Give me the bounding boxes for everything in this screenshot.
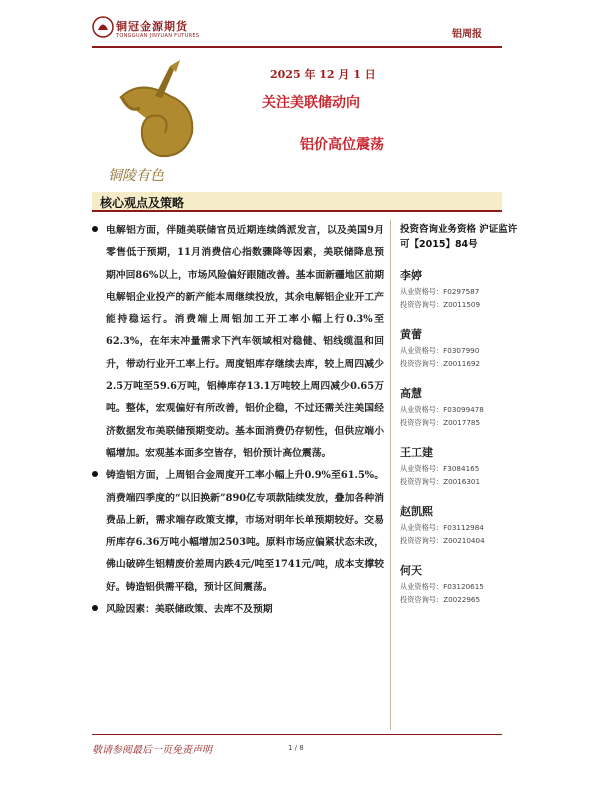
bullet-cast-aluminum — [92, 465, 384, 599]
report-title-line2: 铝价高位震荡 — [300, 137, 384, 153]
analyst-license: 从业资格号：F03099478 — [400, 405, 484, 414]
analyst-advisor-id: 投资咨询号：Z0017785 — [400, 418, 481, 427]
analyst-license: 从业资格号：F3084165 — [400, 464, 480, 473]
brand-emblem-icon — [100, 58, 220, 188]
bullet-dot-icon — [92, 471, 98, 477]
analyst-name: 王工建 — [400, 446, 433, 459]
bullet-text: 风险因素：美联储政策、去库不及预期 — [106, 604, 273, 616]
emblem-text: 铜陵有色 — [108, 168, 164, 184]
disclaimer-link[interactable]: 敬请参阅最后一页免责声明 — [92, 745, 212, 756]
bullet-dot-icon — [92, 226, 98, 232]
analyst-name: 李婷 — [400, 269, 422, 282]
analyst-license: 从业资格号：F03120615 — [400, 582, 484, 591]
core-views-body — [92, 220, 384, 621]
analyst-advisor-id: 投资咨询号：Z0011692 — [400, 359, 481, 368]
analyst-license: 从业资格号：F03112984 — [400, 523, 484, 532]
analyst-card — [400, 562, 520, 606]
bullet-electrolytic-aluminum — [92, 220, 384, 465]
company-logo-icon — [92, 16, 114, 38]
analyst-advisor-id: 投资咨询号：Z0011509 — [400, 300, 481, 309]
analyst-name: 高慧 — [400, 387, 422, 400]
qualification-text: 投资咨询业务资格 沪证监许可【2015】84号 — [400, 224, 518, 250]
analyst-sidebar — [400, 222, 520, 606]
analyst-name: 何天 — [400, 564, 422, 577]
analyst-license: 从业资格号：F0297587 — [400, 287, 480, 296]
analyst-advisor-id: 投资咨询号：Z00210404 — [400, 536, 485, 545]
analyst-name: 黄蕾 — [400, 328, 422, 341]
report-title-line1: 关注美联储动向 — [262, 95, 360, 111]
company-name-en: TONGGUAN JINYUAN FUTURES — [116, 33, 200, 39]
analyst-card — [400, 385, 520, 429]
column-divider — [390, 220, 391, 730]
footer-divider — [92, 734, 502, 735]
analyst-card — [400, 444, 520, 488]
analyst-license: 从业资格号：F0307990 — [400, 346, 480, 355]
analyst-card — [400, 326, 520, 370]
header-divider — [92, 46, 502, 48]
analyst-card — [400, 503, 520, 547]
page-number: 1 / 8 — [288, 744, 304, 752]
analyst-advisor-id: 投资咨询号：Z0016301 — [400, 477, 481, 486]
company-name: 铜冠金源期货 — [116, 20, 188, 33]
report-date: 2025 年 12 月 1 日 — [270, 68, 376, 81]
analyst-advisor-id: 投资咨询号：Z0022965 — [400, 595, 481, 604]
section-title: 核心观点及策略 — [100, 196, 185, 210]
analyst-name: 赵凯熙 — [400, 505, 433, 518]
analyst-card — [400, 267, 520, 311]
bullet-risk-factors — [92, 599, 384, 621]
bullet-text: 电解铝方面，伴随美联储官员近期连续鸽派发言，以及美国9月零售低于预期，11月消费信心指数骤降等因素，美联储降息预期冲回86%以上，市场风险偏好跟随改善。基本面新疆地区前期电解铝企业投产的新产能本周继续投放，其余电解铝企业开工产能持稳运行。消费端上周铝加工开工率小幅上行0.3%至62.3%，在年末冲量需求下汽车领域相对稳健、铝线缆温和回升，带动行业开工率上行。周度铝库存继续去库，较上周四减少2.5万吨至59.6万吨，铝棒库存13.1万吨较上周四减少0.65万吨。整体，宏观偏好有所改善，铝价企稳，不过还需关注美国经济数据发布美联储预期变动。基本面消费仍存韧性，但供应端小幅增加。宏观基本面多空皆存，铝价预计高位震荡。 — [106, 225, 384, 459]
bullet-dot-icon — [92, 605, 98, 611]
bullet-text: 铸造铝方面，上周铝合金周度开工率小幅上升0.9%至61.5%。消费端四季度的“以旧换新”890亿专项款陆续发放，叠加各种消费品上新，需求端存政策支撑，市场对明年长单预期较好。交易所库存6.36万吨小幅增加2503吨。原料市场应偏紧状态未改，佛山破碎生铝精废价差周内跌4元/吨至1741元/吨，成本支撑较好。铸造铝供需平稳，预计区间震荡。 — [106, 470, 384, 593]
report-type-label: 铝周报 — [452, 29, 482, 40]
